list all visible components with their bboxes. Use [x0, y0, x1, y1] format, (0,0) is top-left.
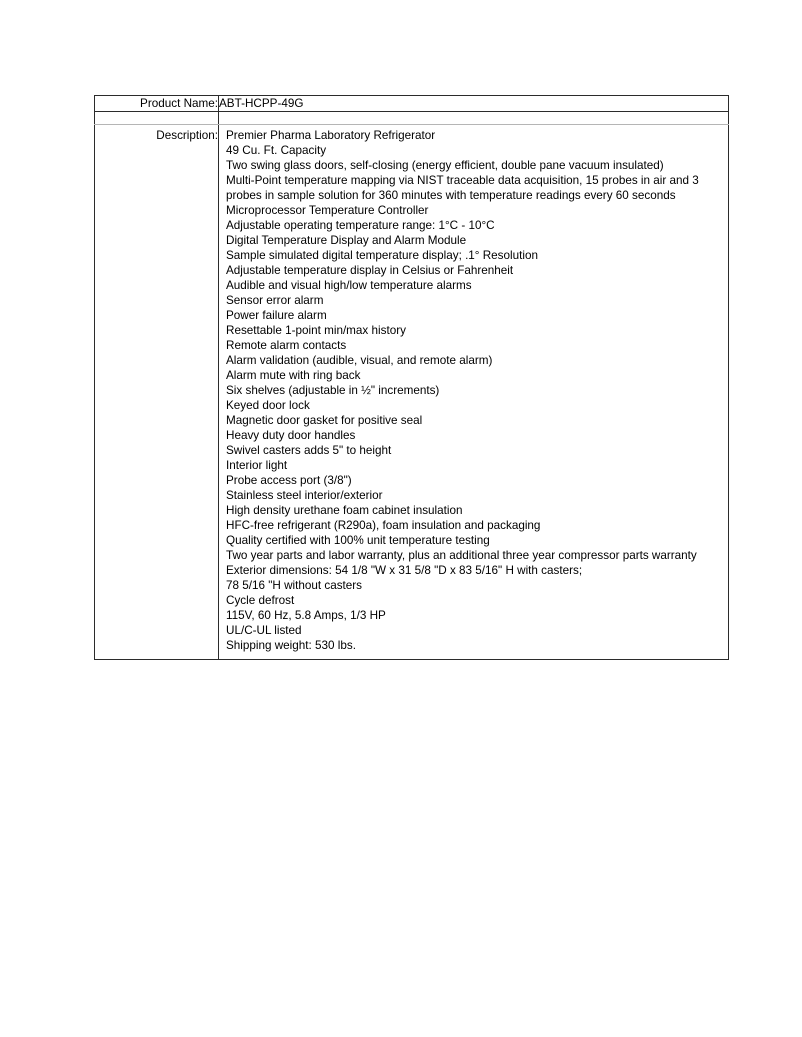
description-line: Audible and visual high/low temperature alarms: [226, 279, 472, 292]
description-list: [226, 128, 722, 653]
description-line: Magnetic door gasket for positive seal: [226, 414, 423, 427]
description-line: Quality certified with 100% unit temperature testing: [226, 534, 490, 547]
description-line: Keyed door lock: [226, 399, 310, 412]
description-content-cell: [219, 125, 729, 660]
description-line: Adjustable operating temperature range: 1°C - 10°C: [226, 219, 495, 232]
description-line: Alarm mute with ring back: [226, 369, 361, 382]
description-line: Probe access port (3/8"): [226, 474, 352, 487]
description-line: HFC-free refrigerant (R290a), foam insulation and packaging: [226, 519, 541, 532]
description-line: Power failure alarm: [226, 309, 327, 322]
spacer-label-cell: [95, 112, 219, 125]
description-line: Resettable 1-point min/max history: [226, 324, 406, 337]
description-line: Premier Pharma Laboratory Refrigerator: [226, 129, 436, 142]
description-line: High density urethane foam cabinet insulation: [226, 504, 463, 517]
description-line: Adjustable temperature display in Celsius or Fahrenheit: [226, 264, 514, 277]
description-line: 49 Cu. Ft. Capacity: [226, 144, 327, 157]
description-line: UL/C-UL listed: [226, 624, 302, 637]
product-name-label: Product Name:: [95, 96, 219, 112]
description-line: Alarm validation (audible, visual, and remote alarm): [226, 354, 493, 367]
description-line: Sample simulated digital temperature display; .1° Resolution: [226, 249, 538, 262]
description-line: Interior light: [226, 459, 288, 472]
description-line: Multi-Point temperature mapping via NIST traceable data acquisition, 15 probes in air and 3 probes in sample solution for 360 minutes with temperature readings every 60 seconds: [226, 174, 699, 202]
description-line: Remote alarm contacts: [226, 339, 347, 352]
product-spec-table: [94, 95, 729, 660]
description-line: Shipping weight: 530 lbs.: [226, 639, 356, 652]
description-line: Swivel casters adds 5" to height: [226, 444, 392, 457]
description-line: Digital Temperature Display and Alarm Module: [226, 234, 467, 247]
description-line: Stainless steel interior/exterior: [226, 489, 383, 502]
description-line: Heavy duty door handles: [226, 429, 356, 442]
description-line: Two swing glass doors, self-closing (energy efficient, double pane vacuum insulated): [226, 159, 664, 172]
description-line: Exterior dimensions: 54 1/8 "W x 31 5/8 "D x 83 5/16" H with casters;: [226, 564, 583, 577]
description-line: 78 5/16 "H without casters: [226, 579, 363, 592]
description-line: Sensor error alarm: [226, 294, 324, 307]
product-name-row: [95, 96, 729, 112]
description-line: Microprocessor Temperature Controller: [226, 204, 429, 217]
description-line: Cycle defrost: [226, 594, 295, 607]
product-name-value: ABT-HCPP-49G: [219, 96, 729, 112]
description-line: Six shelves (adjustable in ½" increments): [226, 384, 440, 397]
spacer-value-cell: [219, 112, 729, 125]
spacer-row: [95, 112, 729, 125]
description-label: Description:: [95, 125, 219, 660]
description-row: [95, 125, 729, 660]
description-line: Two year parts and labor warranty, plus an additional three year compressor parts warranty: [226, 549, 697, 562]
description-line: 115V, 60 Hz, 5.8 Amps, 1/3 HP: [226, 609, 386, 622]
